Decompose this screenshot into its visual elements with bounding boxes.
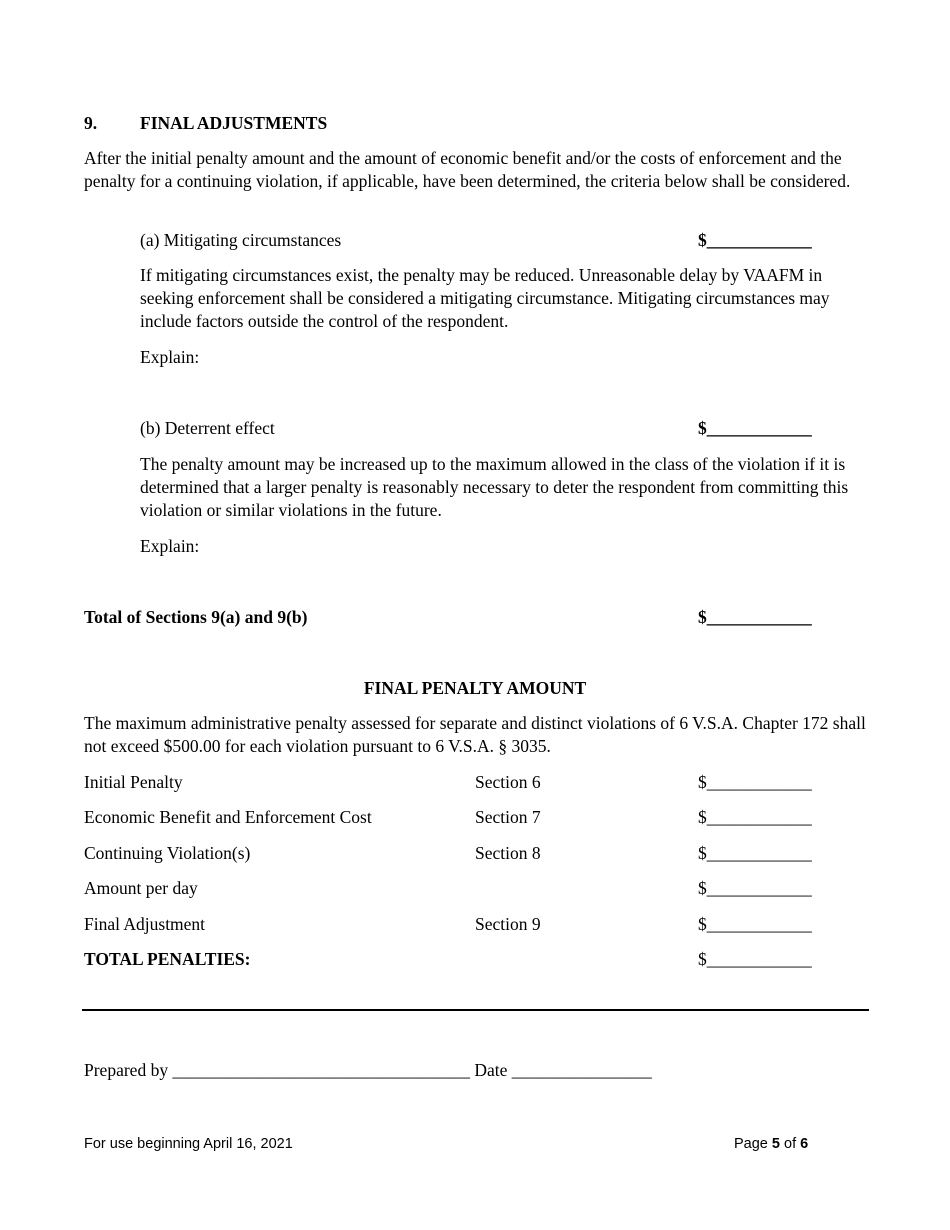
row-section: Section 9 xyxy=(475,914,541,934)
divider xyxy=(82,1009,869,1011)
total-penalties-label: TOTAL PENALTIES: xyxy=(84,949,251,969)
section-number: 9. xyxy=(84,113,98,133)
row-amount-field[interactable]: $____________ xyxy=(698,878,812,898)
final-penalty-intro: The maximum administrative penalty assessed for separate and distinct violations of 6 V.S.A. Chapter 172 shall not exceed $500.00 for each violation pursuant to 6 V.S.A. § 3035. xyxy=(84,713,866,756)
mitigating-amount-field[interactable]: $____________ xyxy=(698,230,812,250)
row-label: Final Adjustment xyxy=(84,914,206,934)
section-total-amount-field[interactable]: $____________ xyxy=(698,607,812,627)
mitigating-label: (a) Mitigating circumstances xyxy=(140,230,342,250)
deterrent-description: The penalty amount may be increased up to the maximum allowed in the class of the violation if it is determined that a larger penalty is reasonably necessary to deter the respondent from committing this violation or similar violations in the future. xyxy=(140,454,849,520)
row-amount-field[interactable]: $____________ xyxy=(698,807,812,827)
mitigating-description: If mitigating circumstances exist, the penalty may be reduced. Unreasonable delay by VAAFM in seeking enforcement shall be considered a mitigating circumstance. Mitigating circumstances may include factors outside the control of the respondent. xyxy=(140,265,830,331)
page-current: 5 xyxy=(771,1136,780,1152)
signature-block xyxy=(84,1059,652,1082)
deterrent-label: (b) Deterrent effect xyxy=(140,418,275,438)
date-field[interactable]: ________________ xyxy=(511,1060,652,1080)
section-heading xyxy=(84,112,327,135)
prepared-by-field[interactable]: __________________________________ xyxy=(172,1060,470,1080)
row-amount-field[interactable]: $____________ xyxy=(698,914,812,934)
prepared-by-label: Prepared by xyxy=(84,1060,169,1080)
deterrent-explain-label: Explain: xyxy=(140,536,200,556)
section-total-label: Total of Sections 9(a) and 9(b) xyxy=(84,607,308,627)
page-of: of xyxy=(784,1136,797,1152)
footer-page-number xyxy=(734,1133,808,1156)
page-total: 6 xyxy=(800,1136,809,1152)
page-prefix: Page xyxy=(734,1136,768,1152)
row-label: Amount per day xyxy=(84,878,198,898)
deterrent-amount-field[interactable]: $____________ xyxy=(698,418,812,438)
row-amount-field[interactable]: $____________ xyxy=(698,772,812,792)
row-section: Section 6 xyxy=(475,772,541,792)
row-label: Economic Benefit and Enforcement Cost xyxy=(84,807,372,827)
row-section: Section 7 xyxy=(475,807,541,827)
mitigating-explain-label: Explain: xyxy=(140,347,200,367)
row-section: Section 8 xyxy=(475,843,541,863)
section-intro: After the initial penalty amount and the amount of economic benefit and/or the costs of enforcement and the penalty for a continuing violation, if applicable, have been determined, the criteria below shall be considered. xyxy=(84,148,851,191)
row-amount-field[interactable]: $____________ xyxy=(698,843,812,863)
section-title: FINAL ADJUSTMENTS xyxy=(140,113,328,133)
row-label: Initial Penalty xyxy=(84,772,183,792)
date-label: Date xyxy=(474,1060,508,1080)
row-label: Continuing Violation(s) xyxy=(84,843,251,863)
final-penalty-title: FINAL PENALTY AMOUNT xyxy=(363,678,587,698)
total-penalties-amount-field[interactable]: $____________ xyxy=(698,949,812,969)
footer-effective-date: For use beginning April 16, 2021 xyxy=(84,1136,293,1152)
